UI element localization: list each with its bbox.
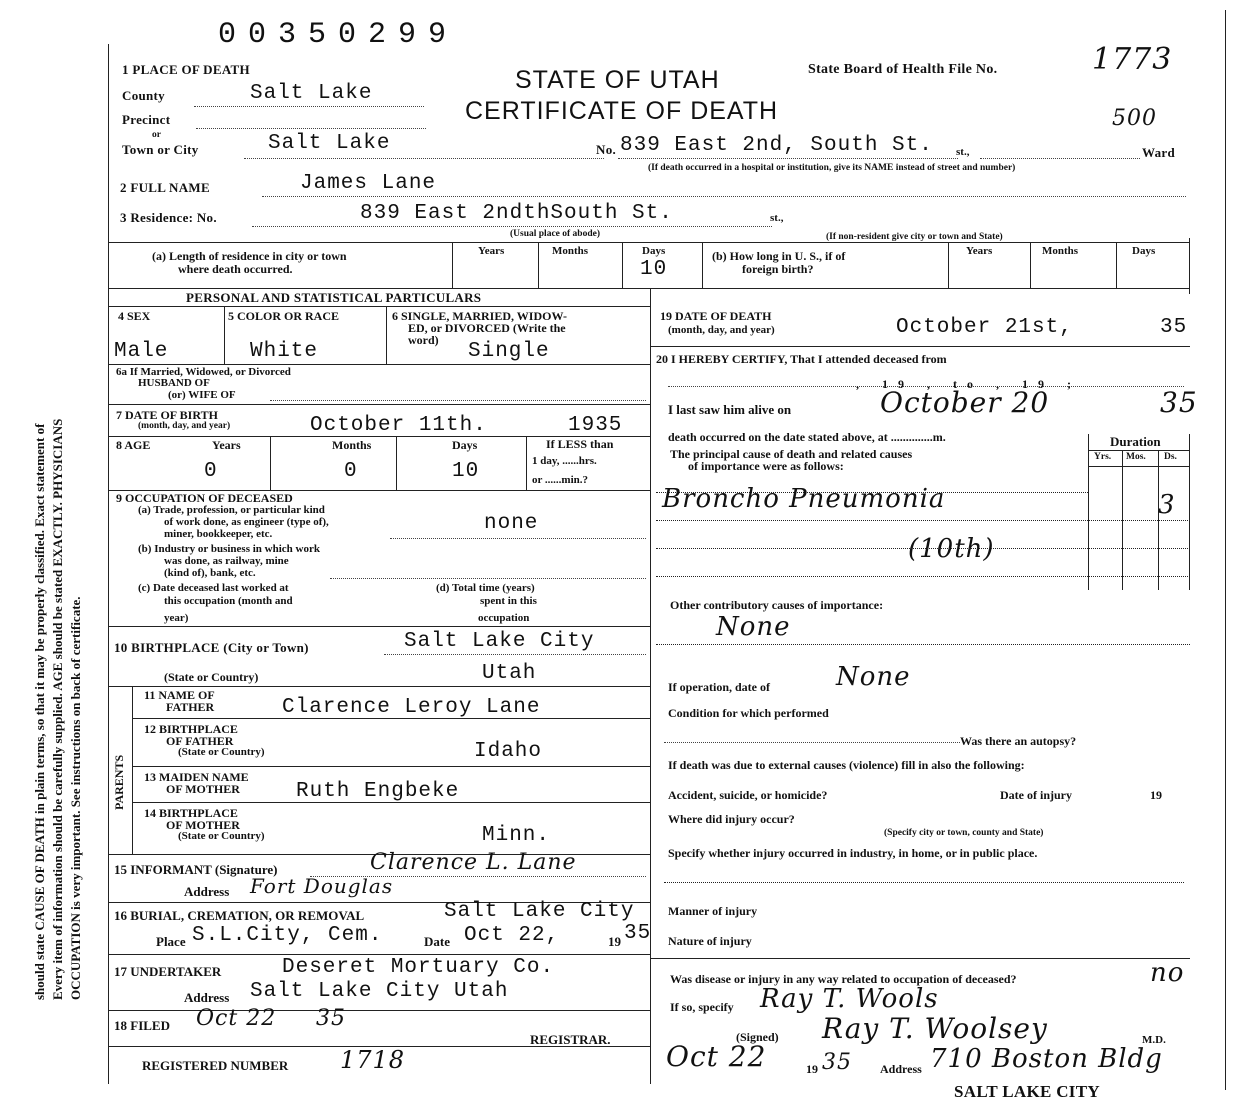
marital-label-a: 6 SINGLE, MARRIED, WIDOW- [392, 309, 568, 323]
informant-address: Fort Douglas [250, 874, 394, 898]
physician-address-label: Address [880, 1062, 922, 1076]
dob-label-b: (month, day, and year) [138, 421, 231, 431]
street-no-label: No. [596, 142, 617, 157]
spouse-label-c: (or) WIFE OF [168, 389, 236, 401]
accident-label: Accident, suicide, or homicide? [668, 788, 828, 802]
occ-c2: this occupation (month and [164, 595, 293, 607]
spouse-label-b: HUSBAND OF [138, 377, 210, 389]
parents-label: PARENTS [112, 754, 126, 810]
burial-value: Salt Lake City [444, 900, 635, 923]
cause-value: Broncho Pneumonia [662, 484, 946, 514]
certify-label: 20 I HEREBY CERTIFY, That I attended deceased from [656, 352, 947, 366]
cause-label-a: The principal cause of death and related causes [670, 447, 913, 461]
occ-b1: (b) Industry or business in which work [138, 543, 320, 555]
personal-header: PERSONAL AND STATISTICAL PARTICULARS [186, 290, 482, 305]
residence-label: 3 Residence: No. [120, 210, 217, 225]
file-no-label: State Board of Health File No. [808, 62, 998, 77]
footer-city: SALT LAKE CITY [954, 1082, 1100, 1101]
occupation-label: 9 OCCUPATION OF DECEASED [116, 491, 293, 505]
last-saw-date: October 20 [880, 386, 1050, 419]
file-no: 1773 [1092, 42, 1173, 77]
margin-note-1: should state CAUSE OF DEATH in plain terms, so that it may be properly classified. Exact statement of [32, 423, 47, 1000]
title-certificate: CERTIFICATE OF DEATH [465, 97, 779, 125]
margin-note-3: OCCUPATION is very important. See instructions on back of certificate. [68, 596, 83, 1000]
color-label: 5 COLOR OR RACE [228, 309, 340, 323]
where-label: Where did injury occur? [668, 812, 795, 826]
burial-place-label: Place [156, 934, 186, 949]
occ-a1: (a) Trade, profession, or particular kind [138, 504, 325, 516]
us-days-label: Days [1132, 245, 1156, 257]
cause-note: (10th) [908, 534, 995, 564]
occ-a3: miner, bookkeeper, etc. [164, 528, 273, 540]
father-label-b: FATHER [166, 700, 215, 714]
res-days-label: Days [642, 245, 666, 257]
ward-label: Ward [1142, 145, 1175, 160]
undertaker-address: Salt Lake City Utah [250, 980, 509, 1003]
duration-label: Duration [1110, 434, 1161, 449]
related-value: no [1150, 958, 1185, 988]
birthplace-label: 10 BIRTHPLACE (City or Town) [114, 640, 309, 655]
father-name: Clarence Leroy Lane [282, 696, 541, 719]
doc-number: 00350299 [218, 18, 459, 52]
burial-date-label: Date [424, 934, 450, 949]
spouse-label-a: 6a If Married, Widowed, or Divorced [116, 366, 291, 378]
mbirth-label-a: 14 BIRTHPLACE [144, 806, 238, 820]
signed-label: (Signed) [736, 1030, 779, 1044]
signed-date: Oct 22 [666, 1040, 767, 1073]
occ-b2: was done, as railway, mine [164, 555, 289, 567]
last-saw-year: 35 [1160, 386, 1198, 419]
age-days: 10 [452, 460, 480, 483]
res-months-label: Months [552, 245, 589, 257]
age-years: 0 [204, 460, 218, 483]
frame-left [108, 44, 109, 1084]
mother-label-a: 13 MAIDEN NAME [144, 770, 249, 784]
physician-signature: Ray T. Woolsey [822, 1012, 1048, 1045]
burial-label: 16 BURIAL, CREMATION, OR REMOVAL [114, 908, 365, 923]
filed-date: Oct 22 [196, 1006, 277, 1031]
operation-label: If operation, date of [668, 680, 770, 694]
mother-birthplace: Minn. [482, 824, 551, 847]
dob-label-a: 7 DATE OF BIRTH [116, 408, 218, 422]
color-value: White [250, 340, 319, 363]
street-value: 839 East 2nd, South St. [620, 134, 933, 157]
fbirth-label-c: (State or Country) [178, 746, 265, 758]
sex-value: Male [114, 340, 169, 363]
mbirth-label-c: (State or Country) [178, 830, 265, 842]
dob-year: 1935 [568, 414, 623, 437]
res-years-label: Years [478, 245, 505, 257]
occ-d3: occupation [478, 612, 530, 624]
ds-label: Ds. [1164, 452, 1177, 462]
place-of-death-label: 1 PLACE OF DEATH [122, 62, 250, 77]
marital-label-b: ED, or DIVORCED (Write the [408, 321, 566, 335]
full-name-value: James Lane [300, 172, 437, 195]
age-days-label: Days [452, 438, 478, 452]
autopsy-label: Was there an autopsy? [960, 734, 1077, 748]
street-st-label: st., [956, 146, 970, 158]
less-label-a: If LESS than [546, 437, 614, 451]
county-label: County [122, 88, 165, 103]
less-label-c: or ......min.? [532, 474, 589, 486]
marital-label-c: word) [408, 333, 439, 347]
informant-signature: Clarence L. Lane [370, 850, 577, 875]
contrib-value: None [716, 612, 791, 642]
mos-label: Mos. [1126, 452, 1146, 462]
age-months-label: Months [332, 438, 372, 452]
injury-year-prefix: 19 [1150, 788, 1162, 802]
undertaker-value: Deseret Mortuary Co. [282, 956, 555, 979]
age-months: 0 [344, 460, 358, 483]
nature-label: Nature of injury [668, 934, 752, 948]
usual-abode-note: (Usual place of abode) [510, 229, 600, 239]
sex-label: 4 SEX [118, 309, 151, 323]
occ-a2: of work done, as engineer (type of), [164, 516, 329, 528]
related-label: Was disease or injury in any way related to occupation of deceased? [670, 972, 1017, 986]
mother-label-b: OF MOTHER [166, 782, 240, 796]
dod-year: 35 [1160, 316, 1188, 339]
where-note: (Specify city or town, county and State) [884, 828, 1044, 838]
condition-label: Condition for which performed [668, 706, 829, 720]
death-occurred: death occurred on the date stated above, at ..............m. [668, 430, 946, 444]
nonresident-note: (If non-resident give city or town and State) [826, 232, 1003, 242]
length-label-a: (a) Length of residence in city or town [152, 249, 347, 263]
hospital-note: (If death occurred in a hospital or institution, give its NAME instead of street and number) [648, 163, 1016, 173]
filed-label: 18 FILED [114, 1018, 170, 1033]
county-value: Salt Lake [250, 82, 373, 105]
ifso-value: Ray T. Wools [760, 984, 939, 1014]
manner-label: Manner of injury [668, 904, 758, 918]
age-label: 8 AGE [116, 438, 151, 452]
occ-b3: (kind of), bank, etc. [164, 567, 256, 579]
occ-c1: (c) Date deceased last worked at [138, 582, 289, 594]
column-divider [650, 288, 651, 1084]
us-months-label: Months [1042, 245, 1079, 257]
occ-d2: spent in this [480, 595, 537, 607]
town-label: Town or City [122, 142, 199, 157]
stamp-number: 500 [1112, 106, 1157, 131]
length-label-b: where death occurred. [178, 262, 293, 276]
burial-place: S.L.City, Cem. [192, 924, 383, 947]
fbirth-label-a: 12 BIRTHPLACE [144, 722, 238, 736]
page-edge [1225, 10, 1226, 1090]
birthplace-city: Salt Lake City [404, 630, 595, 653]
age-years-label: Years [212, 438, 241, 452]
dod-value: October 21st, [896, 316, 1073, 339]
residence-value: 839 East 2ndthSouth St. [360, 202, 673, 225]
father-label-a: 11 NAME OF [144, 688, 215, 702]
title-state: STATE OF UTAH [515, 66, 720, 94]
town-value: Salt Lake [268, 132, 391, 155]
signed-year-prefix: 19 [806, 1062, 818, 1076]
regnum-label: REGISTERED NUMBER [142, 1058, 289, 1073]
undertaker-label: 17 UNDERTAKER [114, 964, 222, 979]
yrs-label: Yrs. [1094, 452, 1112, 462]
certify-range: , 19 , to , 19 ; [856, 377, 1081, 391]
mbirth-label-b: OF MOTHER [166, 818, 240, 832]
filed-year: 35 [316, 1006, 346, 1031]
dob-value: October 11th. [310, 414, 487, 437]
specify-label: Specify whether injury occurred in industry, in home, or in public place. [668, 846, 1038, 860]
burial-date: Oct 22, [464, 924, 560, 947]
injury-date-label: Date of injury [1000, 788, 1072, 802]
precinct-label: Precinct [122, 112, 171, 127]
undertaker-address-label: Address [184, 990, 230, 1005]
md-label: M.D. [1142, 1034, 1166, 1046]
burial-year: 35 [624, 922, 652, 945]
foreign-label-a: (b) How long in U. S., if of [712, 249, 846, 263]
informant-address-label: Address [184, 884, 230, 899]
birthplace-state: Utah [482, 662, 537, 685]
burial-year-prefix: 19 [608, 934, 621, 949]
external-label: If death was due to external causes (violence) fill in also the following: [668, 758, 1025, 772]
full-name-label: 2 FULL NAME [120, 180, 210, 195]
foreign-label-b: foreign birth? [742, 262, 814, 276]
ifso-label: If so, specify [670, 1000, 734, 1014]
res-days-value: 10 [640, 258, 668, 281]
residence-st-label: st., [770, 212, 784, 224]
dod-label-b: (month, day, and year) [668, 324, 775, 336]
less-label-b: 1 day, ......hrs. [532, 455, 597, 467]
occ-c3: year) [164, 612, 189, 624]
last-saw-label: I last saw him alive on [668, 402, 792, 417]
margin-note-2: Every item of information should be carefully supplied. AGE should be stated EXACTLY. PHYSICIANS [50, 418, 65, 1000]
us-years-label: Years [966, 245, 993, 257]
birthplace-state-label: (State or Country) [164, 670, 259, 684]
physician-address: 710 Boston Bldg [930, 1044, 1163, 1074]
or-label: or [152, 130, 161, 140]
marital-value: Single [468, 340, 550, 363]
father-birthplace: Idaho [474, 740, 543, 763]
occ-d1: (d) Total time (years) [436, 582, 535, 594]
contrib-label: Other contributory causes of importance: [670, 598, 884, 612]
occupation-value: none [484, 512, 539, 535]
dod-label-a: 19 DATE OF DEATH [660, 309, 772, 323]
frame-right [1189, 238, 1190, 294]
operation-value: None [836, 662, 911, 692]
registrar-label: REGISTRAR. [530, 1032, 611, 1047]
cause-label-b: of importance were as follows: [688, 459, 844, 473]
cause-days: 3 [1158, 490, 1176, 520]
regnum-value: 1718 [340, 1046, 406, 1074]
informant-label: 15 INFORMANT (Signature) [114, 862, 278, 877]
signed-year: 35 [822, 1050, 852, 1075]
mother-name: Ruth Engbeke [296, 780, 460, 803]
fbirth-label-b: OF FATHER [166, 734, 234, 748]
